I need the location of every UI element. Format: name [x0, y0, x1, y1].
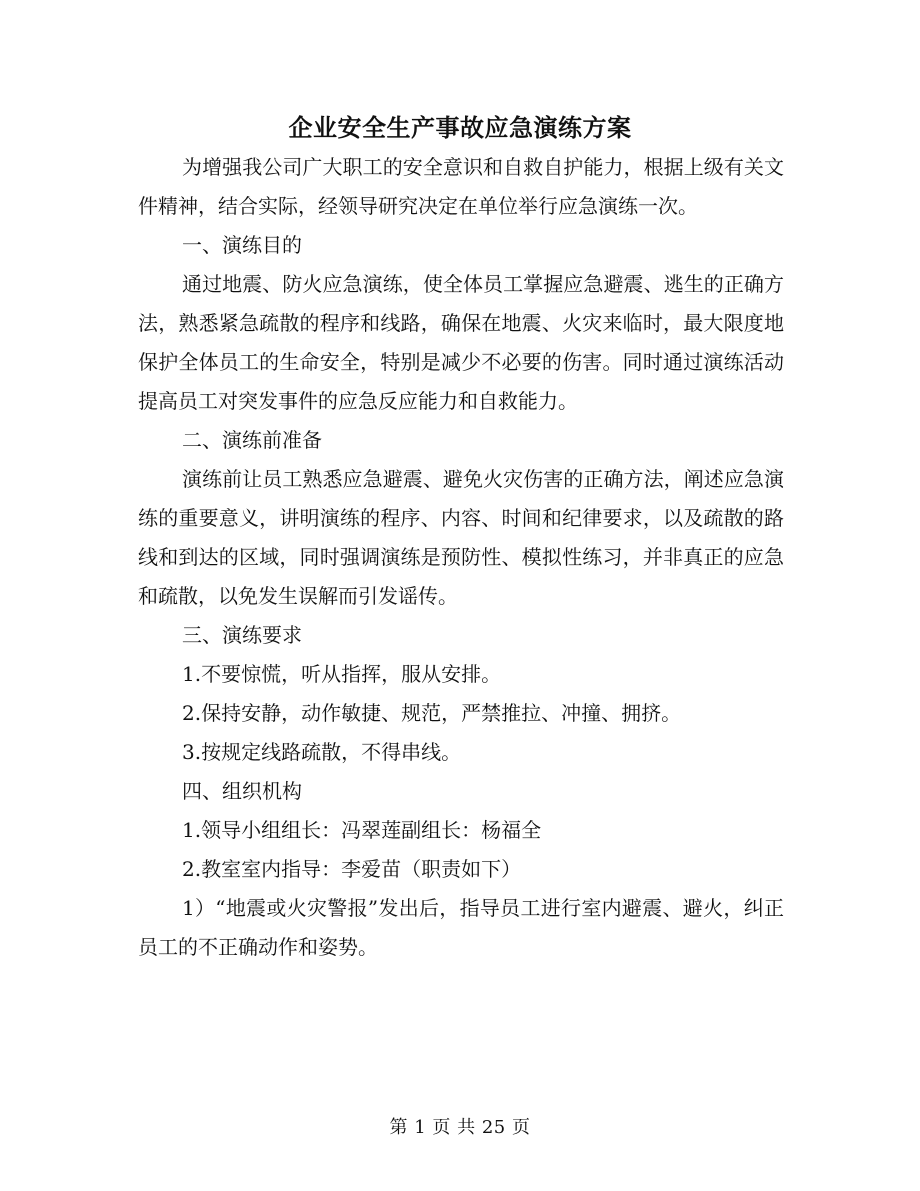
heading-purpose: 一、演练目的: [182, 233, 302, 257]
paragraph-purpose: 通过地震、防火应急演练，使全体员工掌握应急避震、逃生的正确方法，熟悉紧急疏散的程序和线路，确保在地震、火灾来临时，最大限度地保护全体员工的生命安全，特别是减少不必要的伤害。同时通过演练活动提高员工对突发事件的应急反应能力和自救能力。: [138, 272, 784, 413]
paragraph-preparation: 演练前让员工熟悉应急避震、避免火灾伤害的正确方法，阐述应急演练的重要意义，讲明演练的程序、内容、时间和纪律要求，以及疏散的路线和到达的区域，同时强调演练是预防性、模拟性练习，并非真正的应急和疏散，以免发生误解而引发谣传。: [138, 467, 784, 608]
organization-item-1: 1.领导小组组长：冯翠莲副组长：杨福全: [182, 818, 542, 842]
organization-item-2: 2.教室室内指导：李爱苗（职责如下）: [182, 857, 522, 881]
heading-requirements: 三、演练要求: [182, 623, 302, 647]
heading-organization: 四、组织机构: [182, 779, 302, 803]
requirement-item-2: 2.保持安静，动作敏捷、规范，严禁推拉、冲撞、拥挤。: [182, 701, 682, 725]
document-title: 企业安全生产事故应急演练方案: [288, 113, 632, 142]
requirement-item-3: 3.按规定线路疏散，不得串线。: [182, 740, 462, 764]
document-body: [138, 148, 784, 967]
duty-item-1: 1）“地震或火灾警报”发出后，指导员工进行室内避震、避火，纠正员工的不正确动作和姿势。: [138, 896, 784, 959]
page-number: 第 1 页 共 25 页: [389, 1117, 531, 1138]
paragraph-intro: 为增强我公司广大职工的安全意识和自救自护能力，根据上级有关文件精神，结合实际，经领导研究决定在单位举行应急演练一次。: [138, 155, 784, 218]
requirement-item-1: 1.不要惊慌，听从指挥，服从安排。: [182, 662, 502, 686]
heading-preparation: 二、演练前准备: [182, 428, 322, 452]
page-footer: [0, 1113, 920, 1139]
